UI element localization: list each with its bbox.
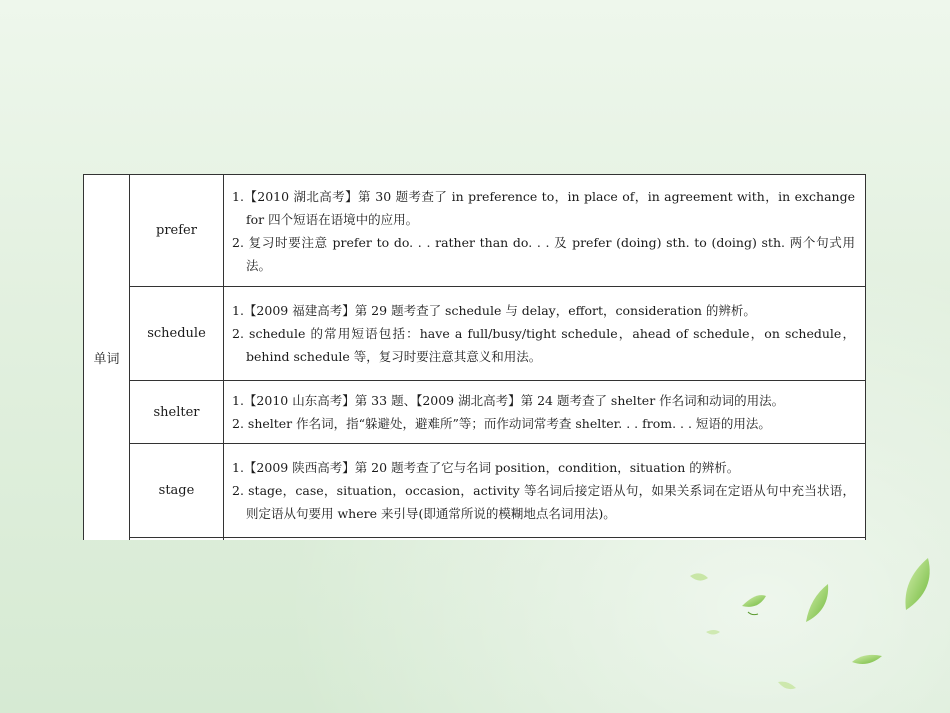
note-line: 1.【2010 山东高考】第 33 题、【2009 湖北高考】第 24 题考查了 shelter 作名词和动词的用法。 — [232, 393, 785, 408]
note-line: 2. 复习时要注意 prefer to do. . . rather than do. . . 及 prefer (doing) sth. to (doing) sth. 两个句式用法。 — [232, 234, 855, 273]
notes-cell — [224, 381, 866, 444]
word-cell — [130, 538, 224, 541]
table-row — [84, 175, 866, 287]
notes-cell — [224, 538, 866, 541]
table-row — [84, 381, 866, 444]
word-label: prefer — [156, 223, 197, 238]
notes-cell — [224, 175, 866, 287]
note-line: 1.【2009 福建高考】第 29 题考查了 schedule 与 delay，effort，consideration 的辨析。 — [232, 303, 756, 318]
table-row-continuation — [84, 538, 866, 541]
word-cell — [130, 287, 224, 381]
word-label: schedule — [147, 326, 206, 341]
notes-cell — [224, 444, 866, 538]
category-cell — [84, 175, 130, 541]
word-label: stage — [158, 483, 195, 498]
note-line: 2. schedule 的常用短语包括：have a full/busy/tight schedule，ahead of schedule，on schedule，behind schedule 等，复习时要注意其意义和用法。 — [232, 326, 855, 364]
table-row — [84, 287, 866, 381]
note-line: 1.【2010 湖北高考】第 30 题考查了 in preference to，in place of，in agreement with，in exchange for 四个短语在语境中的应用。 — [232, 188, 855, 227]
word-cell — [130, 175, 224, 287]
note-line: 1.【2009 陕西高考】第 20 题考查了它与名词 position，condition，situation 的辨析。 — [232, 460, 740, 475]
table-row — [84, 444, 866, 538]
word-cell — [130, 444, 224, 538]
word-cell — [130, 381, 224, 444]
vocabulary-table — [83, 174, 866, 540]
note-line: 2. shelter 作名词，指“躲避处，避难所”等；而作动词常考查 shelter. . . from. . . 短语的用法。 — [232, 416, 771, 431]
category-label: 单词 — [93, 352, 120, 367]
word-label: shelter — [153, 404, 200, 420]
note-line: 2. stage，case，situation，occasion，activity 等名词后接定语从句，如果关系词在定语从句中充当状语，则定语从句要用 where 来引导(即通常所说的模糊地点名词用法)。 — [232, 483, 855, 521]
notes-cell — [224, 287, 866, 381]
